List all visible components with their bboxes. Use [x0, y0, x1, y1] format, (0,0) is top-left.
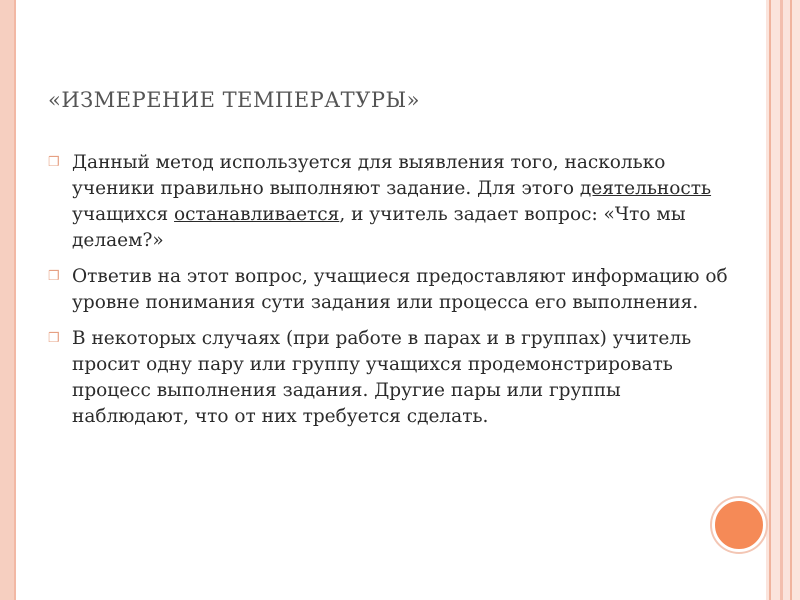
slide-content — [48, 150, 738, 440]
underlined-term: останавливается — [174, 204, 340, 225]
left-border-decoration — [0, 0, 14, 600]
bullet-text: учащихся — [72, 204, 175, 225]
right-border-line — [769, 0, 771, 600]
right-border-line — [780, 0, 783, 600]
slide-title: «ИЗМЕРЕНИЕ ТЕМПЕРАТУРЫ» — [48, 88, 421, 112]
bullet-item — [48, 264, 738, 316]
right-border-line — [790, 0, 792, 600]
bullet-marker-icon: ❒ — [48, 331, 60, 346]
decorative-circle — [712, 498, 766, 552]
bullet-text: Ответив на этот вопрос, учащиеся предоставляют информацию об уровне понимания сути задания или процесса его выполнения. — [72, 266, 728, 313]
bullet-text: В некоторых случаях (при работе в парах и в группах) учитель просит одну пару или группу учащихся продемонстрировать процесс выполнения задания. Другие пары или группы наблюдают, что от них требуется сделать. — [72, 328, 692, 427]
bullet-marker-icon: ❒ — [48, 155, 60, 170]
right-border-decoration — [766, 0, 800, 600]
bullet-item — [48, 150, 738, 254]
bullet-item — [48, 326, 738, 430]
bullet-marker-icon: ❒ — [48, 269, 60, 284]
underlined-term: деятельность — [579, 178, 712, 199]
bullet-text: Данный метод используется для выявления того, насколько ученики правильно выполняют задание. Для этого — [72, 152, 666, 199]
bullet-text: , и учитель задает вопрос: «Что мы делаем?» — [72, 204, 686, 251]
